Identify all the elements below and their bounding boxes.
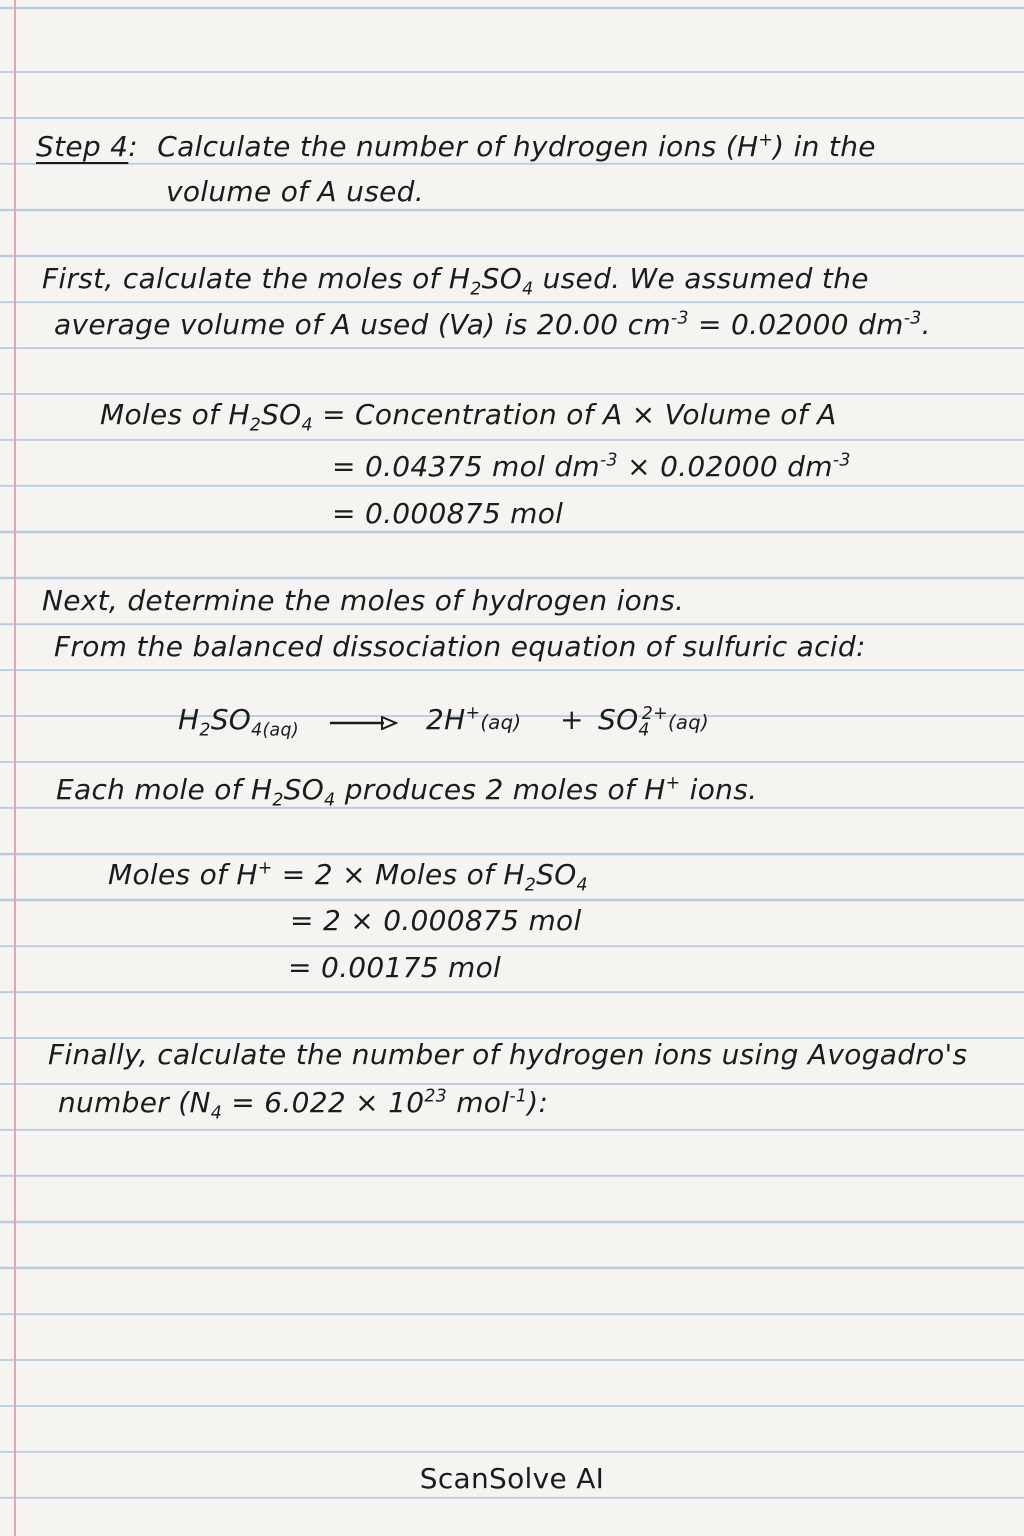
paragraph-next-step: Next, determine the moles of hydrogen ions. [42, 584, 685, 617]
calc-moles-h2so4-line1: Moles of $H_2SO_4$ = Concentration of A × Volume of A [100, 398, 837, 436]
calc-moles-h2so4-line2: = 0.04375 mol $dm^{-3} \times 0.02000$ $dm^{-3}$ [332, 450, 851, 483]
footer-brand: ScanSolve AI [419, 1462, 605, 1495]
step-heading-line2: volume of A used. [166, 175, 424, 208]
reaction-plus: + [560, 703, 584, 736]
step-title: Calculate the number of hydrogen ions (H+) in the [157, 130, 876, 163]
reaction-arrow-icon [330, 716, 398, 730]
paragraph-dissociation-intro: From the balanced dissociation equation of sulfuric acid: [54, 630, 866, 663]
margin-line [14, 0, 16, 1536]
reaction-reactant: $H_2SO_{4(aq)}$ [178, 703, 299, 741]
paragraph-moles-intro: First, calculate the moles of $H_2SO_4$ used. We assumed the [42, 262, 869, 300]
paragraph-mole-ratio: Each mole of $H_2SO_4$ produces 2 moles of H+ ions. [56, 773, 758, 811]
paragraph-avogadro-number: number ($N_4 = 6.022 \times 10^{23}$ mol$^{-1}$): [58, 1086, 549, 1124]
step-heading-line1: Step 4: Calculate the number of hydrogen ions (H+) in the [36, 130, 876, 163]
step-label: Step 4 [36, 130, 129, 163]
calc-moles-h-line1: Moles of H+ = 2 × Moles of $H_2SO_4$ [108, 858, 588, 896]
calc-moles-h-result: = 0.00175 mol [288, 951, 502, 984]
reaction-product-sulfate: $SO_4^{2+}(aq)$ [598, 703, 709, 741]
paragraph-avogadro-intro: Finally, calculate the number of hydrogen ions using Avogadro's [48, 1038, 968, 1071]
paragraph-average-volume: average volume of A used (Va) is 20.00 $cm^{-3} = 0.02000$ $dm^{-3}$. [54, 308, 931, 341]
reaction-product-hydrogen: 2H+(aq) [426, 703, 522, 736]
calc-moles-h2so4-result: = 0.000875 mol [332, 497, 564, 530]
calc-moles-h-line2: = 2 × 0.000875 mol [290, 904, 582, 937]
